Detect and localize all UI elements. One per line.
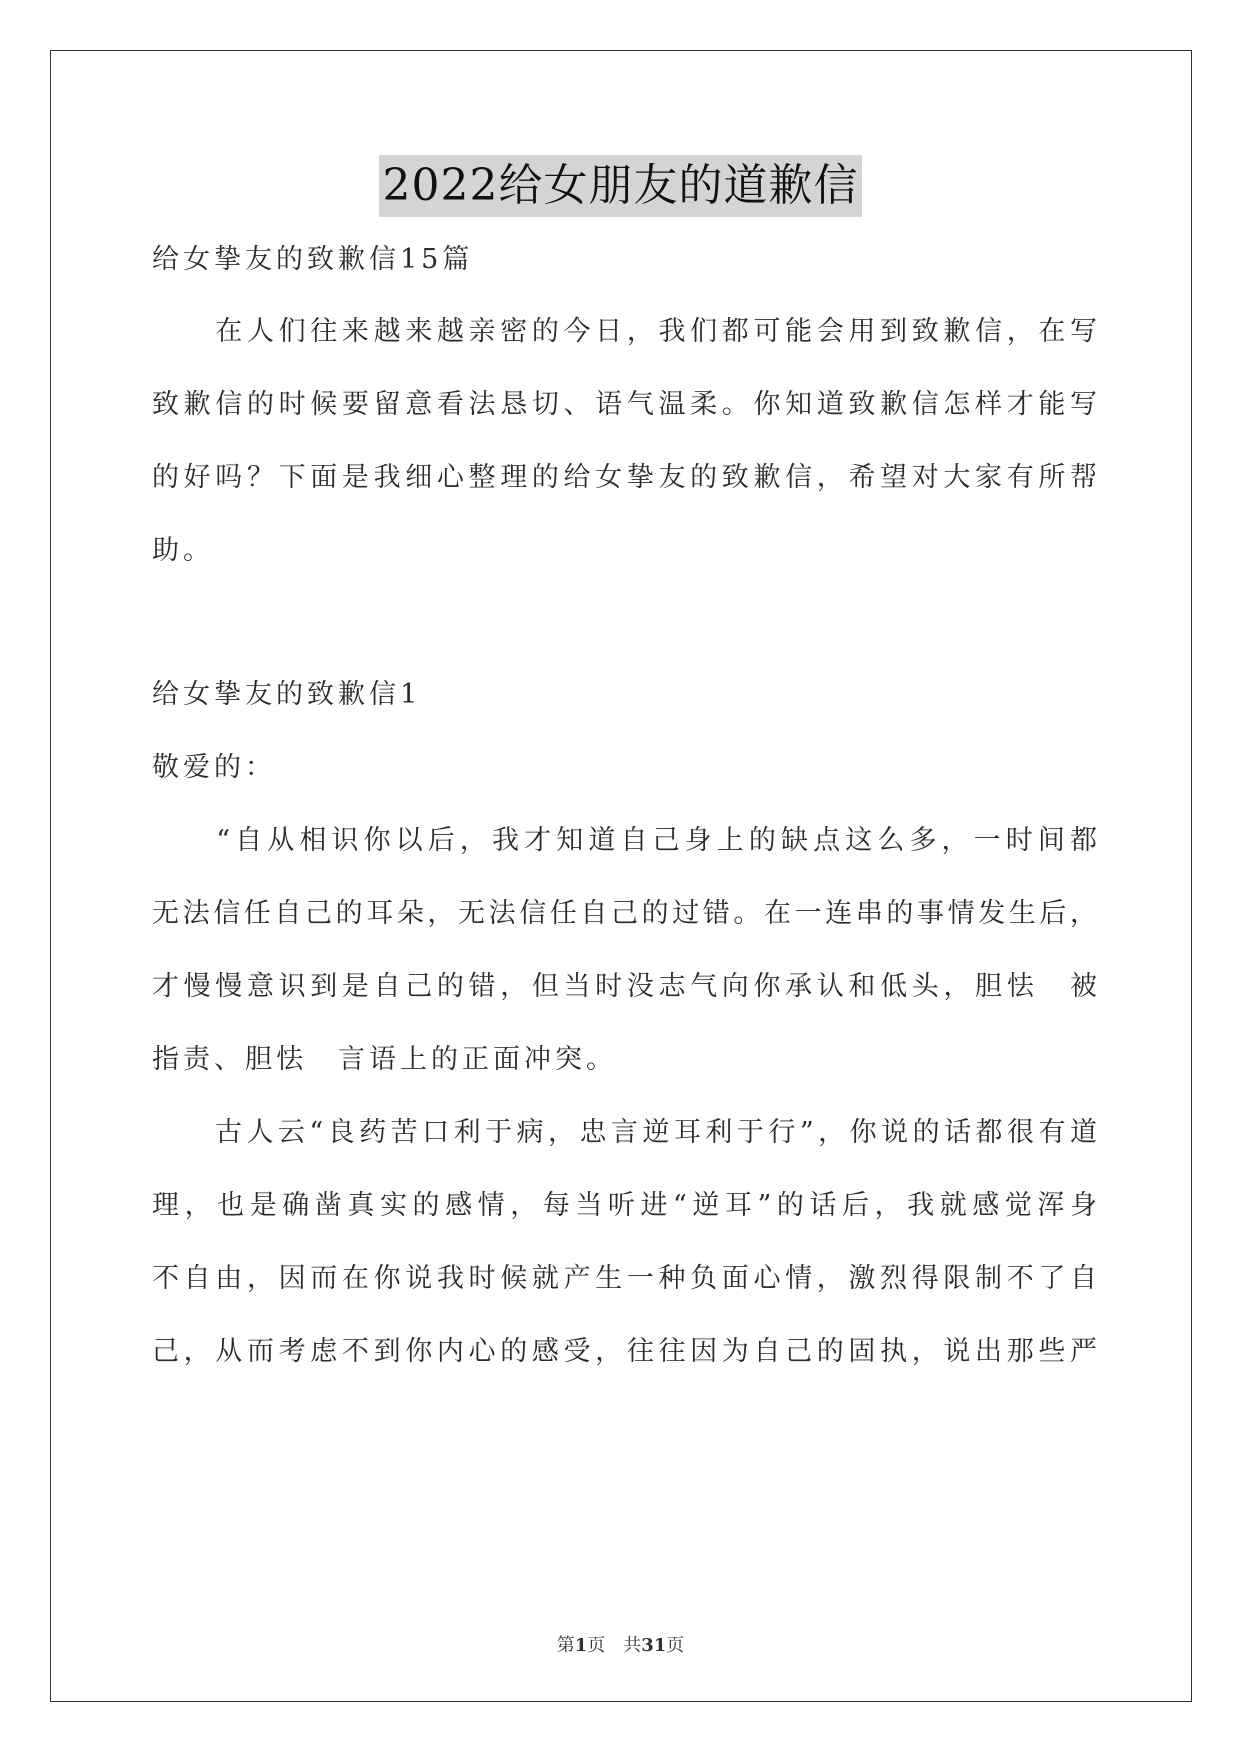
footer-page-prefix: 第: [556, 1635, 575, 1656]
paragraph-line: 的好吗？下面是我细心整理的给女挚友的致歉信，希望对大家有所帮: [152, 462, 1097, 493]
paragraph-line: 助。: [152, 535, 214, 566]
footer-page-total: 31: [641, 1635, 667, 1656]
section-heading: 给女挚友的致歉信1: [152, 679, 422, 710]
paragraph-line: 理，也是确凿真实的感情，每当听进“逆耳”的话后，我就感觉浑身: [152, 1190, 1097, 1221]
document-title: 2022给女朋友的道歉信: [379, 155, 863, 217]
footer-page-suffix: 页: [666, 1635, 685, 1656]
page-border: [50, 50, 1192, 1702]
paragraph-line: 不自由，因而在你说我时候就产生一种负面心情，激烈得限制不了自: [152, 1263, 1097, 1294]
page-footer: [0, 1634, 1241, 1658]
paragraph-line: 在人们往来越来越亲密的今日，我们都可能会用到致歉信，在写: [152, 316, 1097, 347]
subtitle: 给女挚友的致歉信15篇: [152, 244, 474, 275]
paragraph-line: 致歉信的时候要留意看法恳切、语气温柔。你知道致歉信怎样才能写: [152, 389, 1097, 420]
title-container: [0, 155, 1241, 217]
paragraph-line: 无法信任自己的耳朵，无法信任自己的过错。在一连串的事情发生后，: [152, 898, 1097, 929]
salutation: 敬爱的：: [152, 752, 276, 783]
paragraph-line: 指责、胆怯 言语上的正面冲突。: [152, 1044, 617, 1075]
paragraph-line: 古人云“良药苦口利于病，忠言逆耳利于行”，你说的话都很有道: [152, 1117, 1097, 1148]
paragraph-line: 己，从而考虑不到你内心的感受，往往因为自己的固执，说出那些严: [152, 1336, 1097, 1367]
paragraph-line: “自从相识你以后，我才知道自己身上的缺点这么多，一时间都: [152, 825, 1097, 856]
paragraph-line: 才慢慢意识到是自己的错，但当时没志气向你承认和低头，胆怯 被: [152, 971, 1097, 1002]
footer-page-middle: 页 共: [587, 1635, 642, 1656]
footer-page-current: 1: [574, 1635, 588, 1656]
